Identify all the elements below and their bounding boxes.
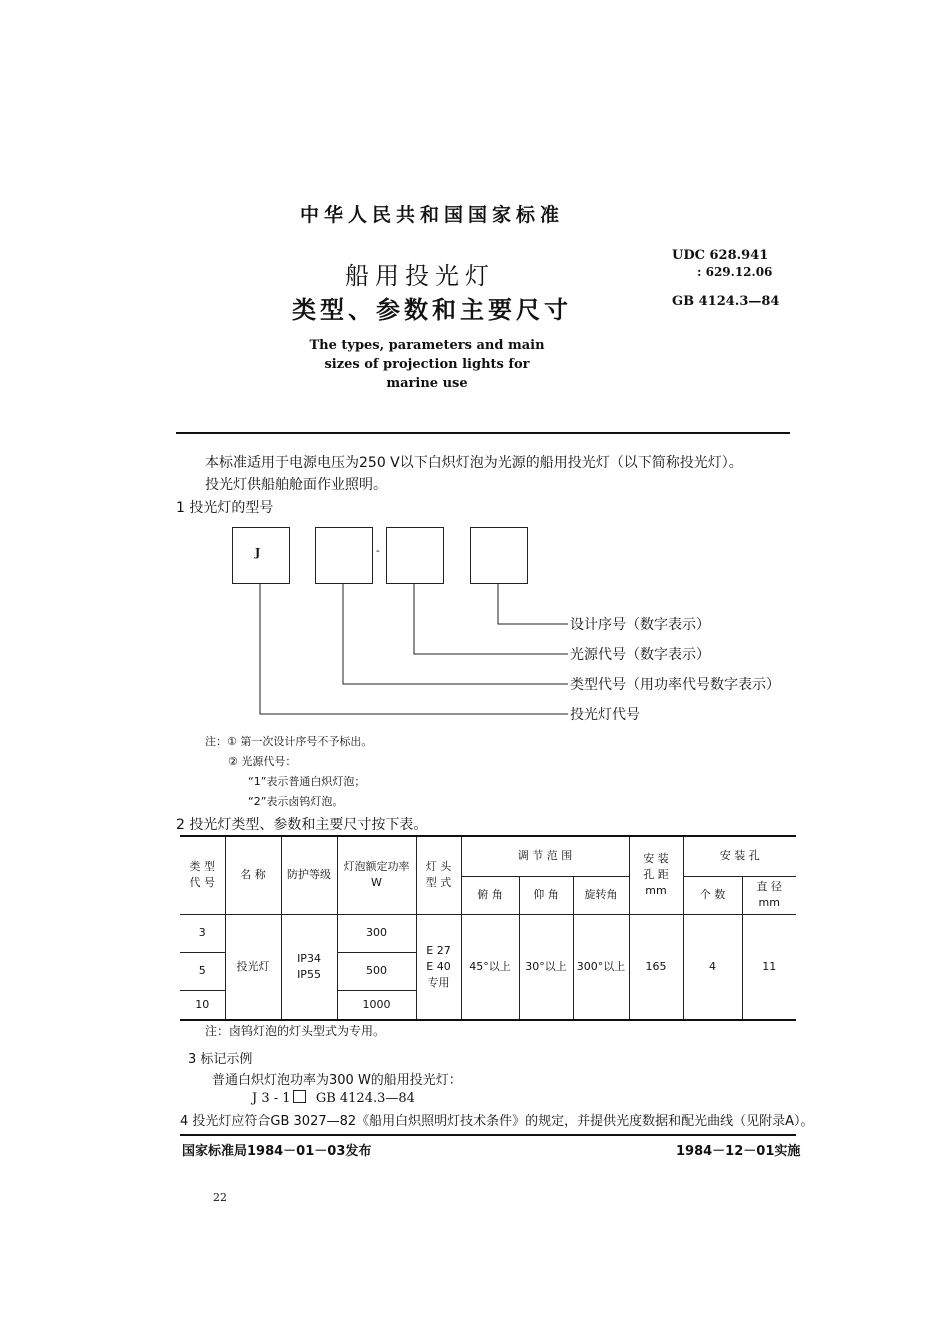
cell-count: 4 <box>683 914 742 1020</box>
udc-code-2: : 629.12.06 <box>697 265 773 279</box>
title-line-2: 类型、参数和主要尺寸 <box>292 296 572 324</box>
header-protection: 防护等级 <box>281 836 337 914</box>
header-cap: 灯 头 型 式 <box>416 836 461 914</box>
legend-lamp-code: 投光灯代号 <box>570 707 640 723</box>
header-elevation: 仰 角 <box>519 876 573 914</box>
intro-paragraph-2: 投光灯供船舶舱面作业照明。 <box>205 477 387 493</box>
section-2-title: 2 投光灯类型、参数和主要尺寸按下表。 <box>176 817 428 833</box>
english-title-1: The types, parameters and main <box>309 338 545 353</box>
header-rotation: 旋转角 <box>573 876 629 914</box>
example-description: 普通白炽灯泡功率为300 W的船用投光灯： <box>212 1073 462 1088</box>
header-count: 个 数 <box>683 876 742 914</box>
gb-code: GB 4124.3—84 <box>672 294 780 309</box>
spec-table <box>180 835 796 1021</box>
udc-code-1: UDC 628.941 <box>672 248 769 263</box>
example-code-suffix: GB 4124.3—84 <box>315 1091 415 1106</box>
title-line-1: 船用投光灯 <box>345 262 495 290</box>
model-dash: - <box>376 544 380 557</box>
cell-name: 投光灯 <box>225 914 281 1020</box>
issued-date: 国家标准局1984－01－03发布 <box>182 1144 372 1159</box>
page-number: 22 <box>213 1191 227 1204</box>
legend-source-code: 光源代号（数字表示） <box>570 647 710 663</box>
section-3-title: 3 标记示例 <box>188 1052 253 1067</box>
intro-paragraph-1: 本标准适用于电源电压为250 V以下白炽灯泡为光源的船用投光灯（以下简称投光灯）。 <box>205 455 743 471</box>
header-hole-spacing: 安 装 孔 距 mm <box>629 836 683 914</box>
header-type-code: 类 型 代 号 <box>180 836 225 914</box>
header-adjust-range: 调 节 范 围 <box>461 836 629 876</box>
note-4: “2”表示卤钨灯泡。 <box>248 795 344 808</box>
leader-type-code <box>343 583 568 684</box>
table-header-row-1 <box>180 836 796 876</box>
note-2: ② 光源代号： <box>228 755 297 768</box>
section-4-text: 4 投光灯应符合GB 3027—82《船用白炽照明灯技术条件》的规定，并提供光度数据和配光曲线（见附录A）。 <box>180 1114 814 1129</box>
cell-power: 1000 <box>337 990 416 1020</box>
english-title-2: sizes of projection lights for <box>324 357 530 372</box>
cell-type-code: 3 <box>180 914 225 952</box>
section-1-title: 1 投光灯的型号 <box>176 500 274 516</box>
legend-type-code: 类型代号（用功率代号数字表示） <box>570 677 780 693</box>
cell-protection: IP34 IP55 <box>281 914 337 1020</box>
blank-box-icon <box>293 1090 306 1103</box>
note-3: “1”表示普通白炽灯泡； <box>248 775 366 788</box>
header-name: 名 称 <box>225 836 281 914</box>
leader-source-code <box>414 583 568 654</box>
legend-design-seq: 设计序号（数字表示） <box>570 617 710 633</box>
table-row <box>180 914 796 952</box>
cell-type-code: 5 <box>180 952 225 990</box>
header-mount-holes: 安 装 孔 <box>683 836 796 876</box>
table-note: 注：卤钨灯泡的灯头型式为专用。 <box>205 1024 386 1038</box>
cell-diameter: 11 <box>742 914 796 1020</box>
english-title-3: marine use <box>386 376 468 391</box>
leader-design-seq <box>498 583 568 624</box>
cell-rotation: 300°以上 <box>573 914 629 1020</box>
bottom-rule <box>180 1134 796 1136</box>
example-marking <box>252 1090 415 1106</box>
effective-date: 1984－12－01实施 <box>676 1144 801 1159</box>
cell-spacing: 165 <box>629 914 683 1020</box>
cell-power: 300 <box>337 914 416 952</box>
national-standard-heading: 中华人民共和国国家标准 <box>300 204 565 226</box>
cell-depression: 45°以上 <box>461 914 519 1020</box>
header-diameter: 直 径 mm <box>742 876 796 914</box>
cell-cap: E 27 E 40 专用 <box>416 914 461 1020</box>
header-power: 灯泡额定功率 W <box>337 836 416 914</box>
model-box-letter: J <box>255 546 261 559</box>
cell-power: 500 <box>337 952 416 990</box>
header-depression: 俯 角 <box>461 876 519 914</box>
cell-type-code: 10 <box>180 990 225 1020</box>
note-1: 注：① 第一次设计序号不予标出。 <box>205 735 373 748</box>
example-code-prefix: J 3 - 1 <box>252 1091 291 1106</box>
cell-elevation: 30°以上 <box>519 914 573 1020</box>
